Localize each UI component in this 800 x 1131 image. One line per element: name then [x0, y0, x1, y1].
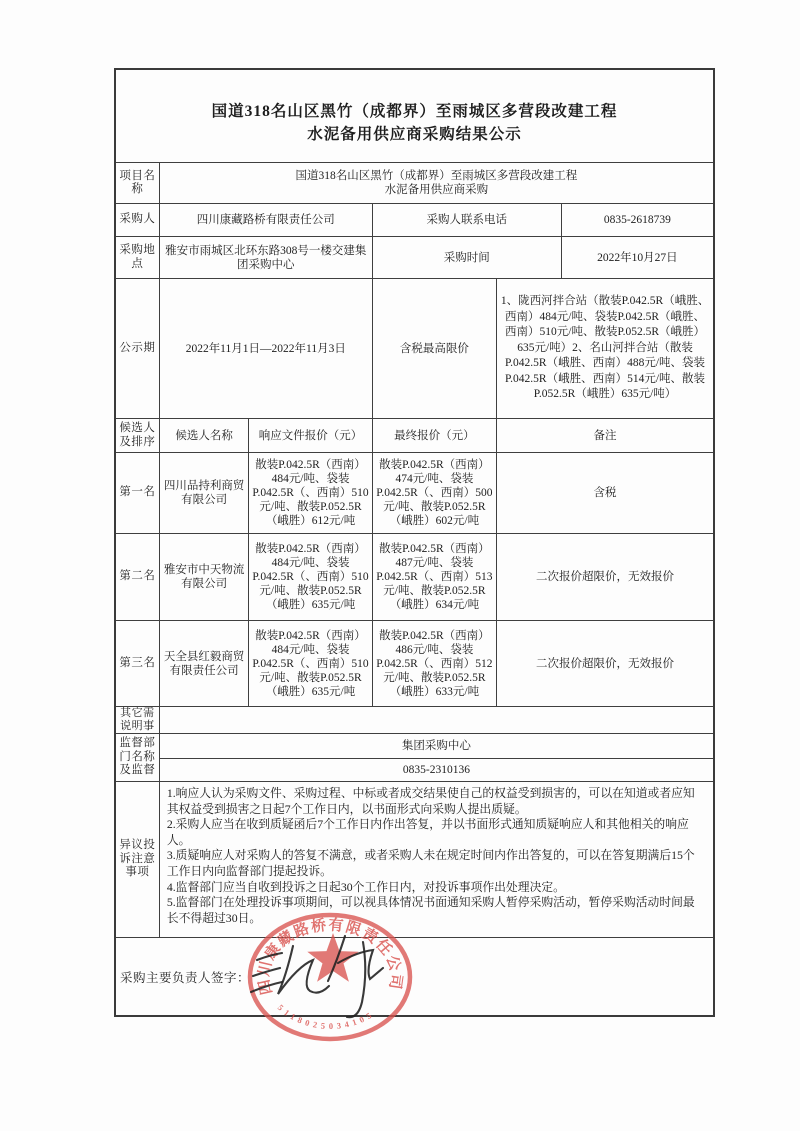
- objection-item-2: 2.采购人应当在收到质疑函后7个工作日内作出答复，并以书面形式通知质疑响应人和其他相关的响应人。: [166, 817, 689, 847]
- candidate-row-2: [116, 533, 713, 620]
- candidate-1-bid: 散装P.042.5R（西南）484元/吨、袋装P.042.5R（、西南）510元/吨、散装P.052.5R（峨胜）612元/吨: [248, 453, 371, 533]
- candidate-3-bid: 散装P.042.5R（西南）484元/吨、袋装P.042.5R（、西南）510元/吨、散装P.052.5R（峨胜）635元/吨: [248, 621, 371, 706]
- candidate-2-name: 雅安市中天物流有限公司: [159, 534, 249, 620]
- candidate-row-3: [116, 620, 713, 706]
- purchaser-row: [116, 203, 713, 236]
- project-name-value-line2: 水泥备用供应商采购: [384, 184, 489, 196]
- objection-item-4: 4.监督部门应当自收到投诉之日起30个工作日内，对投诉事项作出处理决定。: [166, 879, 565, 894]
- candidates-header-row: [116, 418, 713, 452]
- signature-stroke: [257, 953, 282, 960]
- purchaser-label: 采购人: [119, 213, 156, 226]
- candidate-2-rank: 第二名: [119, 570, 156, 583]
- candidate-3-note: 二次报价超限价，无效报价: [496, 621, 713, 706]
- purchase-time-label: 采购时间: [372, 237, 561, 278]
- objection-item-1: 1.响应人认为采购文件、采购过程、中标或者成交结果使自己的权益受到损害的，可以在知道或者应知其权益受到损害之日起7个工作日内，以书面形式向采购人提出质疑。: [166, 786, 695, 816]
- location-label: 采购地点: [119, 244, 156, 270]
- purchaser-phone-value: 0835-2618739: [561, 204, 713, 236]
- header-final: 最终报价（元）: [372, 419, 496, 452]
- project-name-label: 项目名称: [119, 169, 156, 195]
- supervision-dept: 集团采购中心: [401, 739, 471, 752]
- objection-items: [159, 782, 713, 937]
- signature-stroke: [253, 968, 280, 976]
- signature-stroke: [278, 946, 329, 994]
- signature-stroke: [251, 982, 282, 992]
- objection-label: 异议投诉注意事项: [119, 839, 156, 879]
- location-row: [116, 236, 713, 278]
- supervision-row: [116, 733, 713, 781]
- signature-label: 采购主要负责人签字：: [120, 971, 251, 985]
- signature-stroke: [338, 950, 383, 979]
- header-name: 候选人名称: [159, 419, 249, 452]
- candidate-2-bid: 散装P.042.5R（西南）484元/吨、袋装P.042.5R（、西南）510元/吨、散装P.052.5R（峨胜）635元/吨: [248, 534, 371, 620]
- supervision-values: [159, 734, 713, 781]
- header-bid: 响应文件报价（元）: [248, 419, 371, 452]
- handwritten-signature: [243, 908, 421, 1050]
- purchaser-phone-label: 采购人联系电话: [372, 204, 561, 236]
- header-rank: 候选人及排序: [119, 422, 156, 448]
- candidate-2-note: 二次报价超限价，无效报价: [496, 534, 713, 620]
- supervision-label: 监督部门名称及监督: [119, 737, 156, 777]
- publicity-row: [116, 278, 713, 418]
- project-name-row: [116, 162, 713, 203]
- objection-item-5: 5.监督部门在处理投诉事项期间，可以视具体情况书面通知采购人暂停采购活动，暂停采购活动时间最长不得超过30日。: [166, 895, 695, 925]
- max-price-value: 1、陇西河拌合站（散装P.042.5R（峨胜、西南）484元/吨、袋装P.042.5R（峨胜、西南）510元/吨、散装P.052.5R（峨胜）635元/吨）2、名山河拌合站（散装P.042.5R（峨胜、西南）488元/吨、袋装P.042.5R（峨胜、西南）514元/吨、散装P.052.5R（峨胜）635元/吨）: [496, 279, 713, 418]
- max-price-label: 含税最高限价: [372, 279, 496, 418]
- purchase-time-value: 2022年10月27日: [561, 237, 713, 278]
- other-notes-value: [159, 707, 713, 733]
- document-title-line2: 水泥备用供应商采购结果公示: [307, 126, 522, 143]
- other-notes-label: 其它需说明事: [120, 707, 155, 732]
- candidate-2-final: 散装P.042.5R（西南）487元/吨、袋装P.042.5R（、西南）513元/吨、散装P.052.5R（峨胜）634元/吨: [372, 534, 496, 620]
- header-note: 备注: [496, 419, 713, 452]
- procurement-result-table: [114, 68, 715, 1017]
- signature-stroke: [328, 936, 345, 981]
- candidate-1-final: 散装P.042.5R（西南）474元/吨、袋装P.042.5R（、西南）500元/吨、散装P.052.5R（峨胜）602元/吨: [372, 453, 496, 533]
- other-notes-row: [116, 706, 713, 733]
- document-title-line1: 国道318名山区黑竹（成都界）至雨城区多营段改建工程: [211, 103, 618, 120]
- seal-company-text: 四川康藏路桥有限责任公司: [256, 917, 404, 997]
- candidate-3-final: 散装P.042.5R（西南）486元/吨、袋装P.042.5R（、西南）512元/吨、散装P.052.5R（峨胜）633元/吨: [372, 621, 496, 706]
- publicity-label: 公示期: [119, 341, 156, 354]
- supervision-phone: 0835-2310136: [160, 758, 713, 782]
- publicity-period: 2022年11月1日—2022年11月3日: [159, 279, 372, 418]
- seal-serial-text: 5118025034105: [275, 1002, 375, 1032]
- candidate-1-name: 四川品持利商贸有限公司: [159, 453, 249, 533]
- project-name-value-line1: 国道318名山区黑竹（成都界）至雨城区多营段改建工程: [295, 170, 578, 182]
- purchaser-value: 四川康藏路桥有限责任公司: [159, 204, 372, 236]
- candidate-row-1: [116, 452, 713, 533]
- objection-item-3: 3.质疑响应人对采购人的答复不满意，或者采购人未在规定时间内作出答复的，可以在答复期满后15个工作日内向监督部门提起投诉。: [166, 848, 695, 878]
- document-title: [116, 70, 713, 162]
- location-value: 雅安市雨城区北环东路308号一楼交建集团采购中心: [159, 237, 372, 278]
- project-name-value: [159, 163, 713, 203]
- candidate-3-rank: 第三名: [119, 656, 156, 669]
- candidate-3-name: 天全县红毅商贸有限责任公司: [159, 621, 249, 706]
- title-row: [116, 70, 713, 162]
- candidate-1-note: 含税: [496, 453, 713, 533]
- candidate-1-rank: 第一名: [119, 486, 156, 499]
